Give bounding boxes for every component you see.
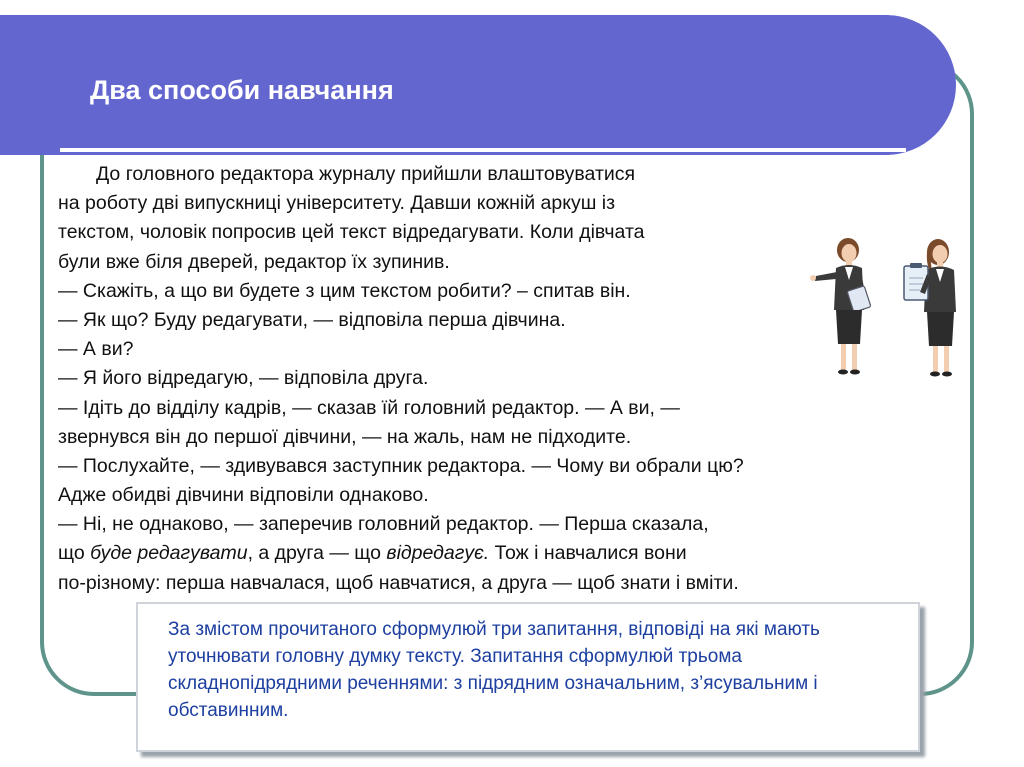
title-banner [0, 15, 956, 155]
story-text-run: Тож і навчалися вони [489, 542, 687, 565]
story-line-mixed [58, 539, 928, 568]
story-line: на роботу дві випускниці університету. Давши кожній аркуш із [58, 192, 616, 215]
story-line: — Я його відредагую, — відповіла друга. [58, 367, 429, 390]
task-box [136, 602, 920, 752]
teacher-woman-pointing-icon [810, 238, 871, 375]
story-italic-run: буде редагувати [90, 542, 248, 565]
story-line: — Послухайте, — здивувався заступник редактора. — Чому ви обрали цю? [58, 454, 744, 477]
story-line: До головного редактора журналу прийшли влаштовуватися [96, 163, 636, 185]
story-text-run: що [58, 542, 91, 565]
teacher-woman-clipboard-icon [904, 239, 956, 377]
story-line: — Ідіть до відділу кадрів, — сказав їй головний редактор. — А ви, — [58, 396, 680, 419]
story-line: звернувся він до першої дівчини, — на жаль, нам не підходите. [58, 425, 632, 448]
title-underline [60, 148, 906, 152]
story-text [58, 160, 928, 598]
story-line: — Ні, не однаково, — заперечив головний редактор. — Перша сказала, [58, 513, 709, 536]
story-line: були вже біля дверей, редактор їх зупинив. [58, 250, 450, 273]
story-italic-run: відредагує. [386, 542, 490, 565]
task-text: За змістом прочитаного сформулюй три запитання, відповіді на які мають уточнювати головну думку тексту. Запитання сформулюй трьома складнопідрядними реченнями: з підрядним означальним, з’ясувальним і обставинним. [168, 619, 820, 721]
story-line: текстом, чоловік попросив цей текст відредагувати. Коли дівчата [58, 221, 645, 244]
story-line: — А ви? [58, 338, 134, 361]
teachers-illustration [806, 232, 984, 382]
story-line: — Скажіть, а що ви будете з цим текстом робити? – спитав він. [58, 279, 631, 302]
page-title: Два способи навчання [90, 75, 394, 105]
story-text-run: , а друга — що [247, 542, 387, 565]
story-line: по-різному: перша навчалася, щоб навчатися, а друга — щоб знати і вміти. [58, 571, 739, 594]
story-line: Адже обидві дівчини відповіли однаково. [58, 484, 429, 507]
story-line: — Як що? Буду редагувати, — відповіла перша дівчина. [58, 308, 566, 331]
